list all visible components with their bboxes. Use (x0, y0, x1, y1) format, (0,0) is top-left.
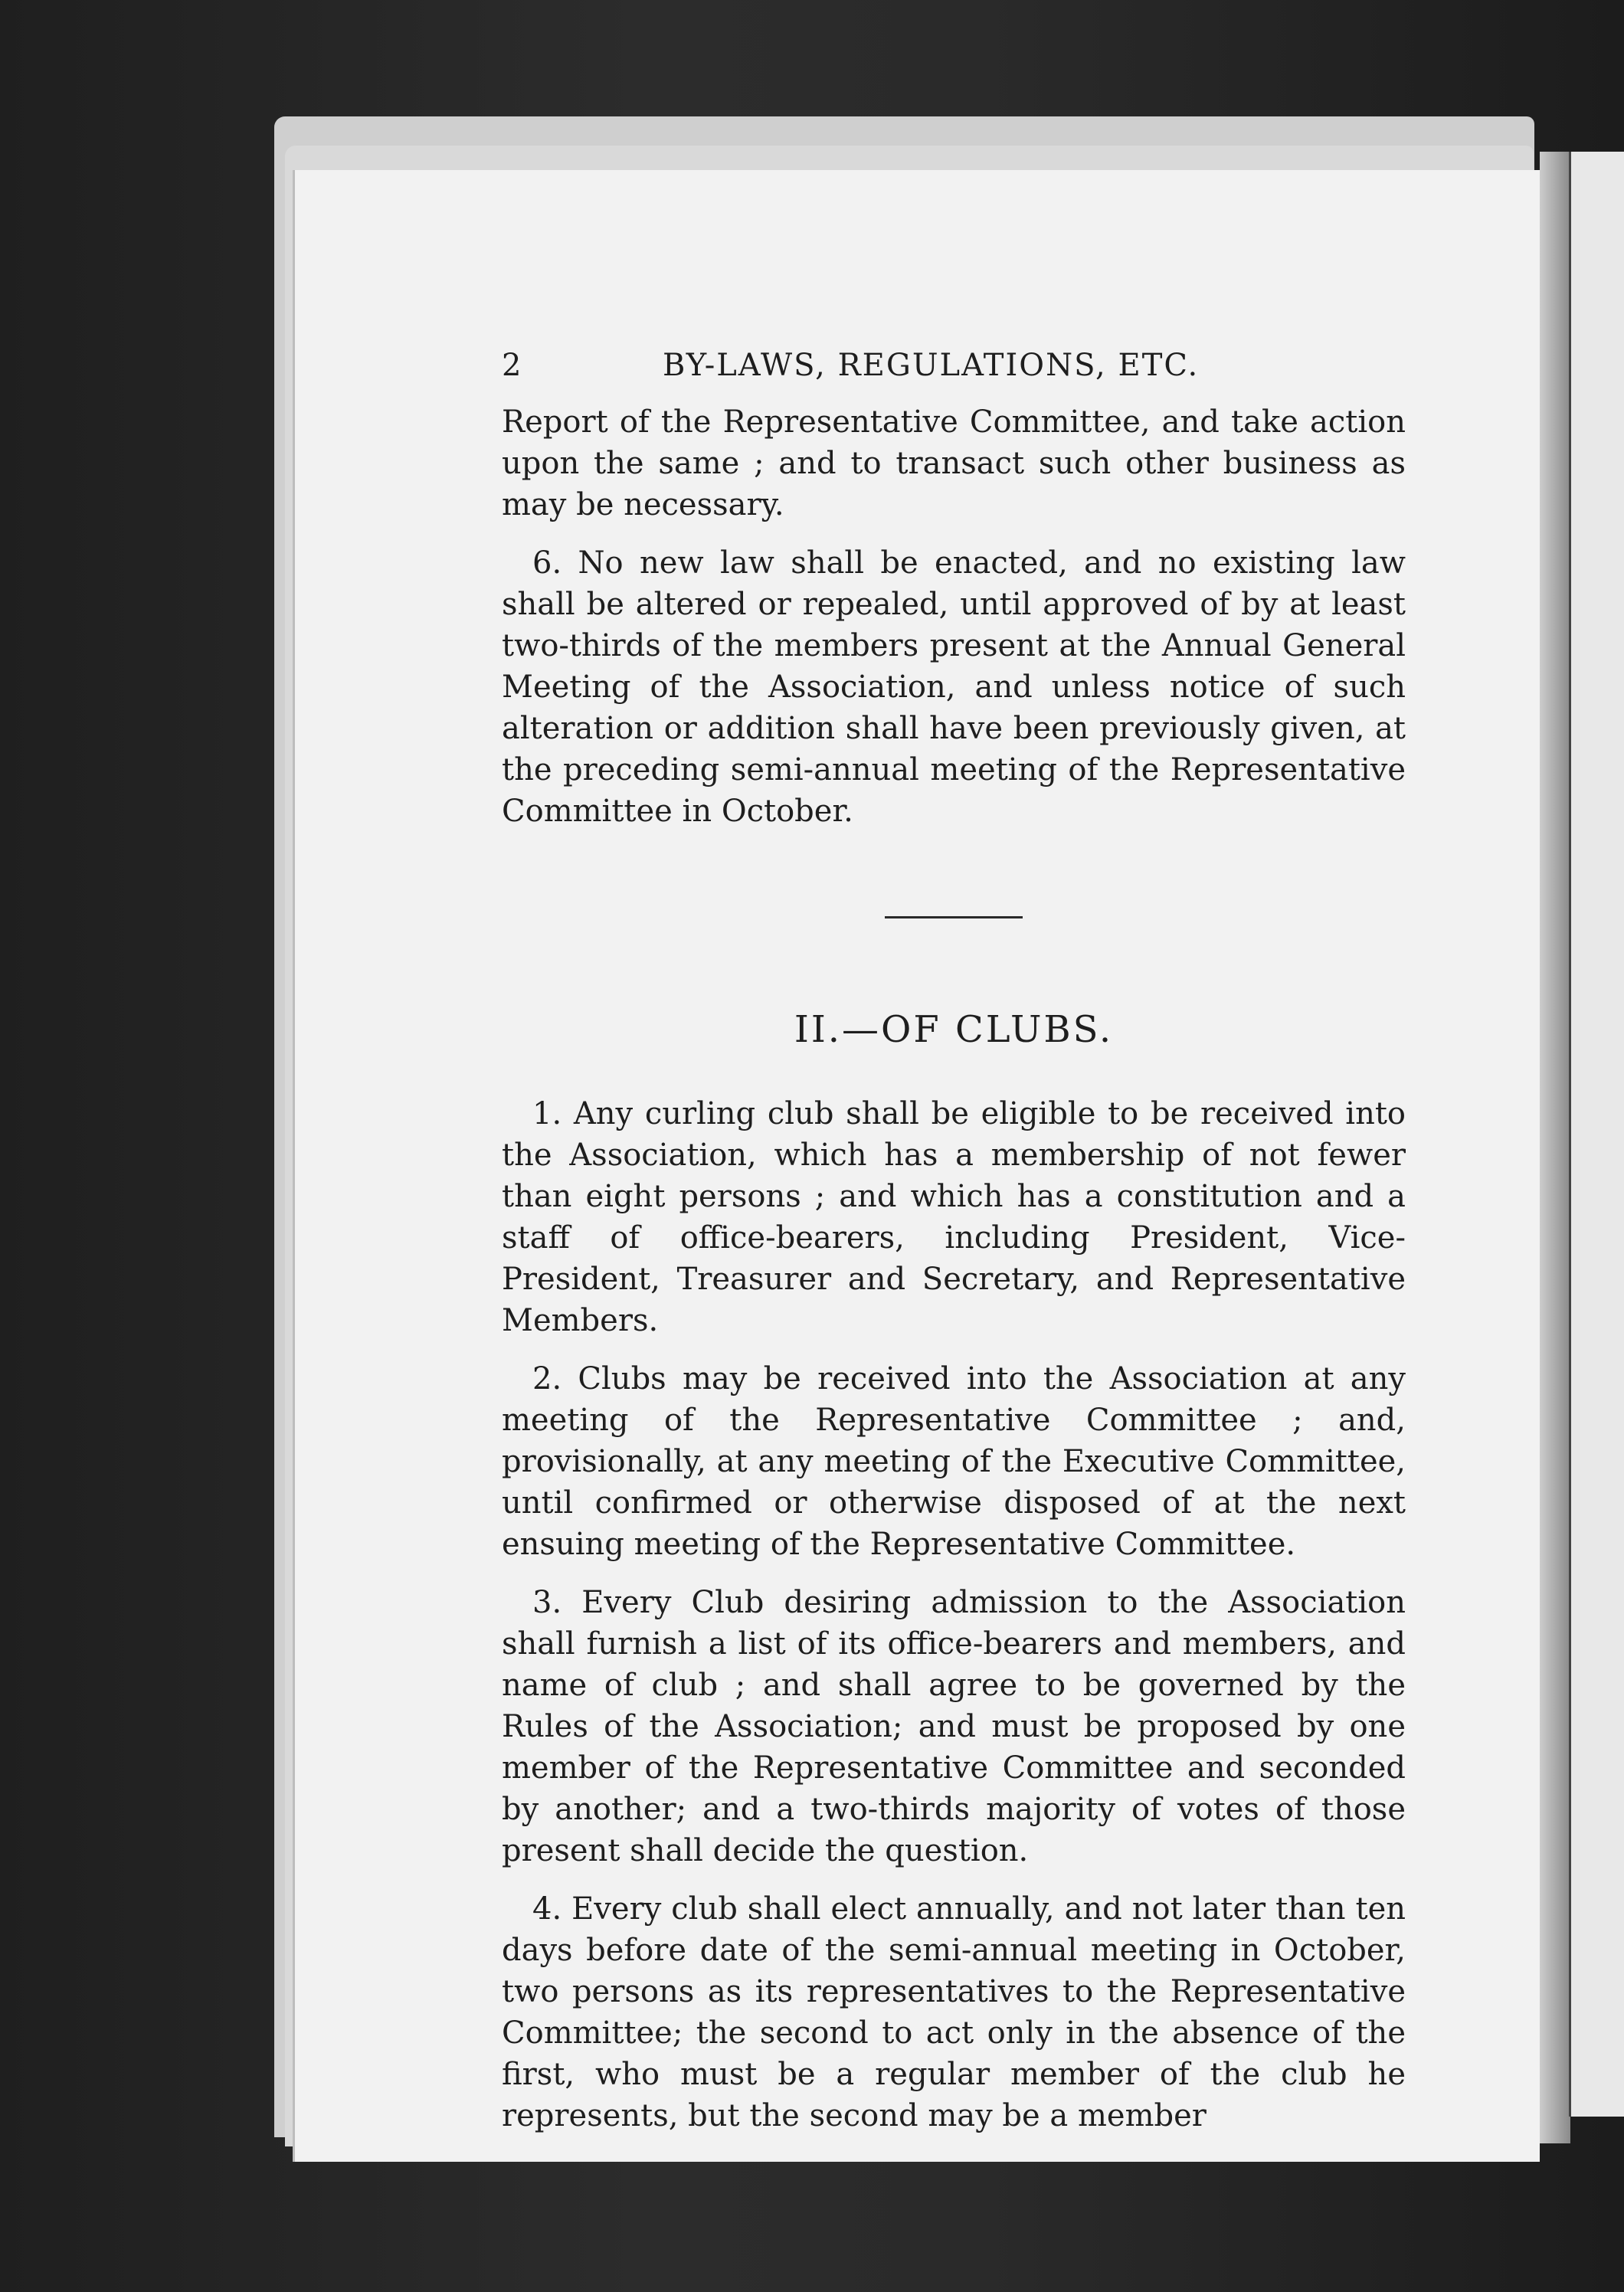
clubs-clause-4: 4. Every club shall elect annually, and not later than ten days before date of the semi-annual meeting in October, two persons as its representatives to the Representative Committee; the second to act only in the absence of the first, who must be a regular member of the club he represents, but the second may be a member (502, 1891, 1406, 2133)
page-header (502, 345, 1406, 386)
clause-6-paragraph: 6. No new law shall be enacted, and no existing law shall be altered or repealed, until approved of by at least two-thirds of the members present at the Annual General Meeting of the Association, and unless notice of such alteration or addition shall have been previously given, at the preceding semi-annual meeting of the Representative Committee in October. (502, 545, 1406, 829)
clubs-clause-1: 1. Any curling club shall be eligible to be received into the Association, which has a membership of not fewer than eight persons ; and which has a constitution and a staff of office-bearers, including President, Vice-President, Treasurer and Secretary, and Representative Members. (502, 1096, 1406, 1338)
section-title: II.—OF CLUBS. (794, 1008, 1114, 1051)
section-divider (885, 916, 1023, 918)
running-head: BY-LAWS, REGULATIONS, ETC. (663, 348, 1200, 383)
page-text (502, 345, 1406, 2153)
clubs-clause-3: 3. Every Club desiring admission to the Association shall furnish a list of its office-bearers and members, and name of club ; and shall agree to be governed by the Rules of the Association; and must be proposed by one member of the Representative Committee and seconded by another; and a two-thirds majority of votes of those present shall decide the question. (502, 1585, 1406, 1868)
continuation-paragraph: Report of the Representative Committee, and take action upon the same ; and to transact such other business as may be necessary. (502, 404, 1406, 522)
book-gutter (1540, 152, 1570, 2143)
clubs-clause-2: 2. Clubs may be received into the Association at any meeting of the Representative Committee ; and, provisionally, at any meeting of the Executive Committee, until confirmed or otherwise disposed of at the next ensuing meeting of the Representative Committee. (502, 1361, 1406, 1562)
page-number: 2 (502, 348, 523, 383)
facing-page-edge (1569, 152, 1624, 2117)
